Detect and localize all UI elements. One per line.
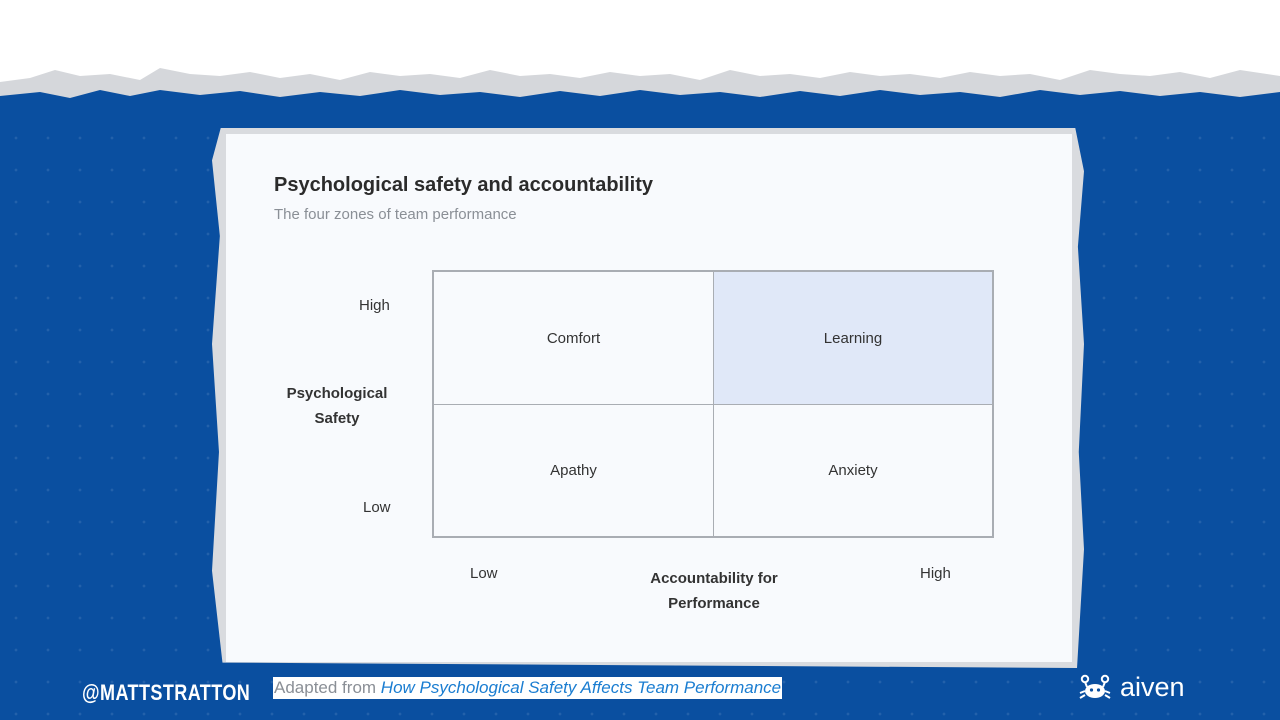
y-axis-label-line1: Psychological <box>286 385 388 402</box>
x-axis-low: Low <box>470 565 498 582</box>
crab-logo-icon <box>1078 674 1112 702</box>
x-axis-label <box>614 566 814 616</box>
x-axis-label-line1: Accountability for <box>650 570 778 587</box>
y-axis-low: Low <box>363 499 391 516</box>
brand-logo <box>1078 672 1185 703</box>
x-axis-label-line2: Performance <box>668 595 760 612</box>
x-axis-high: High <box>920 565 951 582</box>
y-axis-high: High <box>359 297 390 314</box>
brand-name: aiven <box>1120 672 1185 702</box>
quadrant-learning: Learning <box>714 272 992 405</box>
slide-subtitle: The four zones of team performance <box>274 206 517 223</box>
slide-title: Psychological safety and accountability <box>274 174 654 196</box>
torn-paper-edge <box>0 62 1280 112</box>
y-axis-label <box>262 381 412 431</box>
source-credit <box>273 677 782 699</box>
credit-link[interactable]: How Psychological Safety Affects Team Performance <box>380 678 782 697</box>
credit-prefix: Adapted from <box>274 678 377 697</box>
quadrant-matrix <box>432 270 994 538</box>
quadrant-anxiety: Anxiety <box>828 462 878 479</box>
y-axis-label-line2: Safety <box>314 410 360 427</box>
quadrant-apathy: Apathy <box>434 405 714 536</box>
author-handle: @MATTSTRATTON <box>82 680 251 705</box>
quadrant-comfort: Comfort <box>434 272 714 405</box>
